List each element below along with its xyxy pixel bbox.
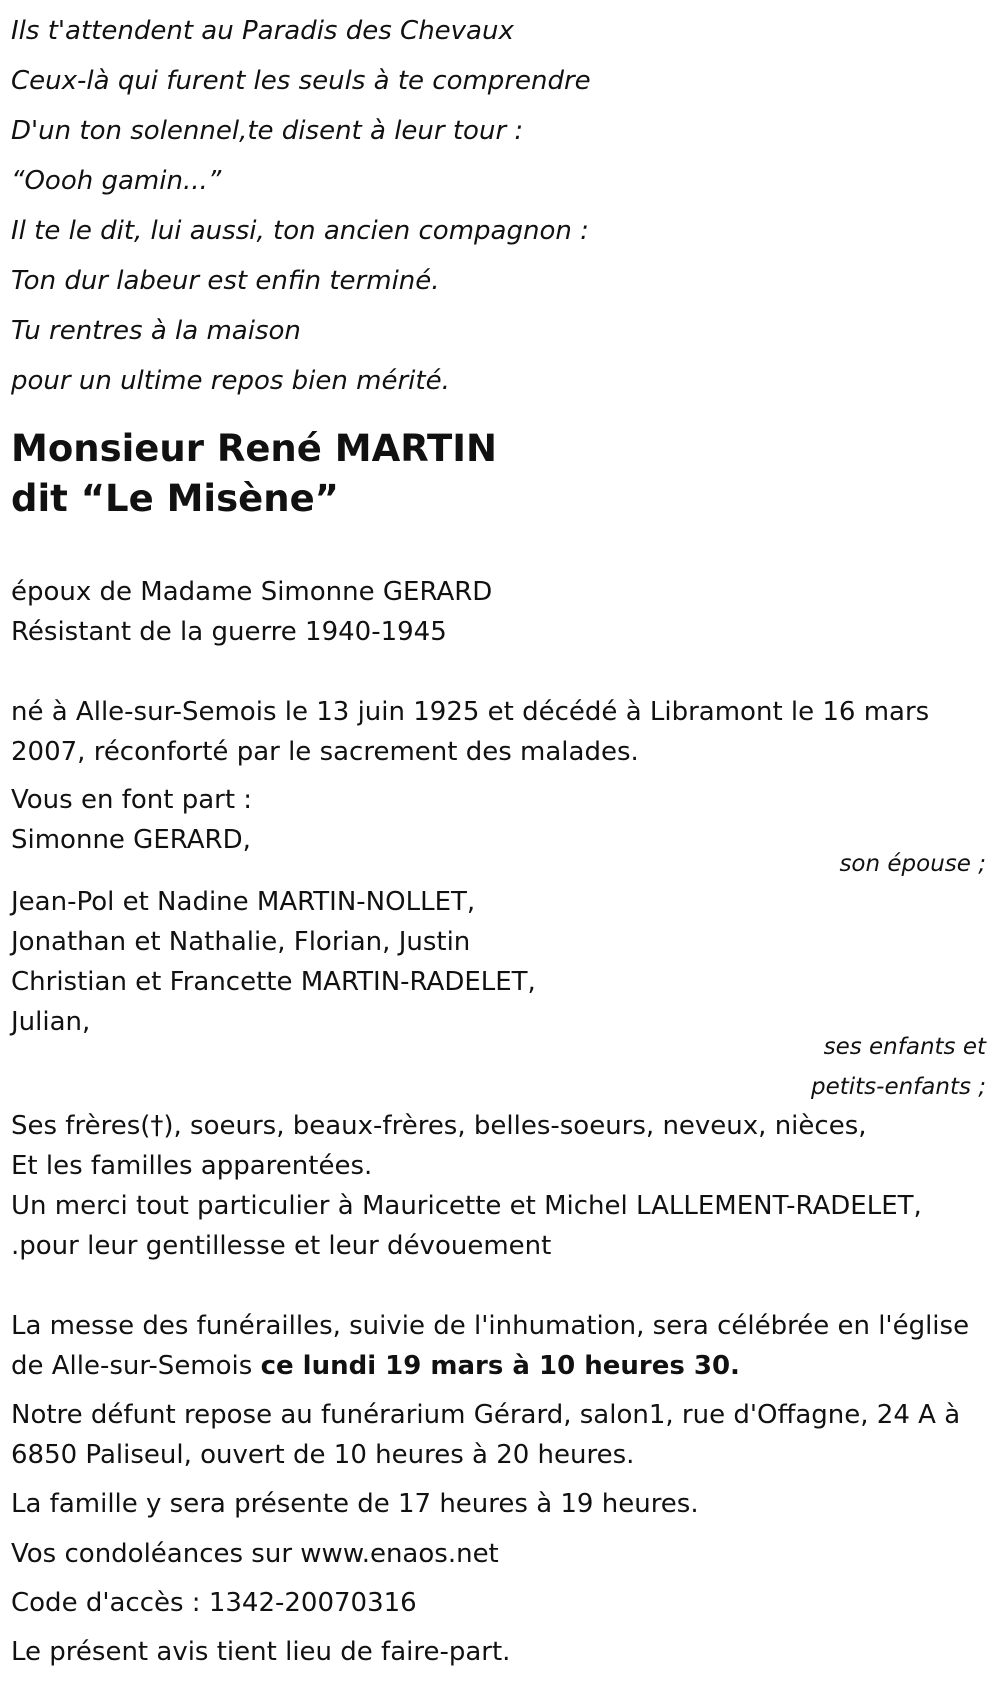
child-line: Christian et Francette MARTIN-RADELET, (11, 967, 536, 997)
poem-line: pour un ultime repos bien mérité. (11, 366, 450, 396)
poem-line: Ils t'attendent au Paradis des Chevaux (11, 16, 514, 46)
funeral-text: La messe des funérailles, suivie de l'inhumation, sera célébrée en l'église de Alle-sur-Semois (11, 1311, 970, 1381)
poem-line: Ton dur labeur est enfin terminé. (11, 266, 440, 296)
family-line: Et les familles apparentées. (11, 1151, 373, 1181)
family-presence (11, 1484, 991, 1524)
closing-line: Le présent avis tient lieu de faire-part. (11, 1637, 511, 1667)
closing-note (11, 1632, 991, 1672)
family-presence-line: La famille y sera présente de 17 heures à 19 heures. (11, 1489, 699, 1519)
spouse-info (11, 572, 991, 652)
poem-line: Ceux-là qui furent les seuls à te comprendre (11, 66, 591, 96)
family-lines (11, 1106, 991, 1266)
deceased-name: Monsieur René MARTIN (11, 427, 498, 470)
child-line: Jonathan et Nathalie, Florian, Justin (11, 927, 471, 957)
family-line: Un merci tout particulier à Mauricette et Michel LALLEMENT-RADELET, (11, 1191, 922, 1221)
condolences-line: Vos condoléances sur www.enaos.net (11, 1539, 499, 1569)
spouse-line: époux de Madame Simonne GERARD (11, 577, 493, 607)
children-list (11, 882, 991, 1042)
family-line: .pour leur gentillesse et leur dévouement (11, 1231, 552, 1261)
announce-intro: Vous en font part : (11, 785, 253, 815)
poem-line: D'un ton solennel,te disent à leur tour : (11, 116, 524, 146)
poem (11, 6, 971, 406)
poem-line: “Oooh gamin...” (11, 166, 222, 196)
funeral-date: ce lundi 19 mars à 10 heures 30. (260, 1351, 740, 1381)
spouse-name: Simonne GERARD, (11, 825, 251, 855)
access-code-line: Code d'accès : 1342-20070316 (11, 1588, 417, 1618)
deceased-nickname: dit “Le Misène” (11, 477, 339, 520)
spouse-role: son épouse ; (839, 851, 986, 877)
children-role-line2: petits-enfants ; (810, 1074, 986, 1100)
child-line: Jean-Pol et Nadine MARTIN-NOLLET, (11, 887, 476, 917)
access-code (11, 1583, 991, 1623)
poem-line: Tu rentres à la maison (11, 316, 301, 346)
poem-line: Il te le dit, lui aussi, ton ancien compagnon : (11, 216, 589, 246)
deceased-name-block (11, 424, 497, 524)
funeral-info (11, 1306, 986, 1386)
condolences (11, 1534, 991, 1574)
birth-death-info: né à Alle-sur-Semois le 13 juin 1925 et décédé à Libramont le 16 mars 2007, réconforté par le sacrement des malades. (11, 697, 930, 767)
funerarium-info: Notre défunt repose au funérarium Gérard, salon1, rue d'Offagne, 24 A à 6850 Paliseul, ouvert de 10 heures à 20 heures. (11, 1400, 961, 1470)
family-line: Ses frères(†), soeurs, beaux-frères, belles-soeurs, neveux, nièces, (11, 1111, 867, 1141)
resistant-line: Résistant de la guerre 1940-1945 (11, 617, 447, 647)
children-role-line1: ses enfants et (823, 1034, 986, 1060)
child-line: Julian, (11, 1007, 91, 1037)
